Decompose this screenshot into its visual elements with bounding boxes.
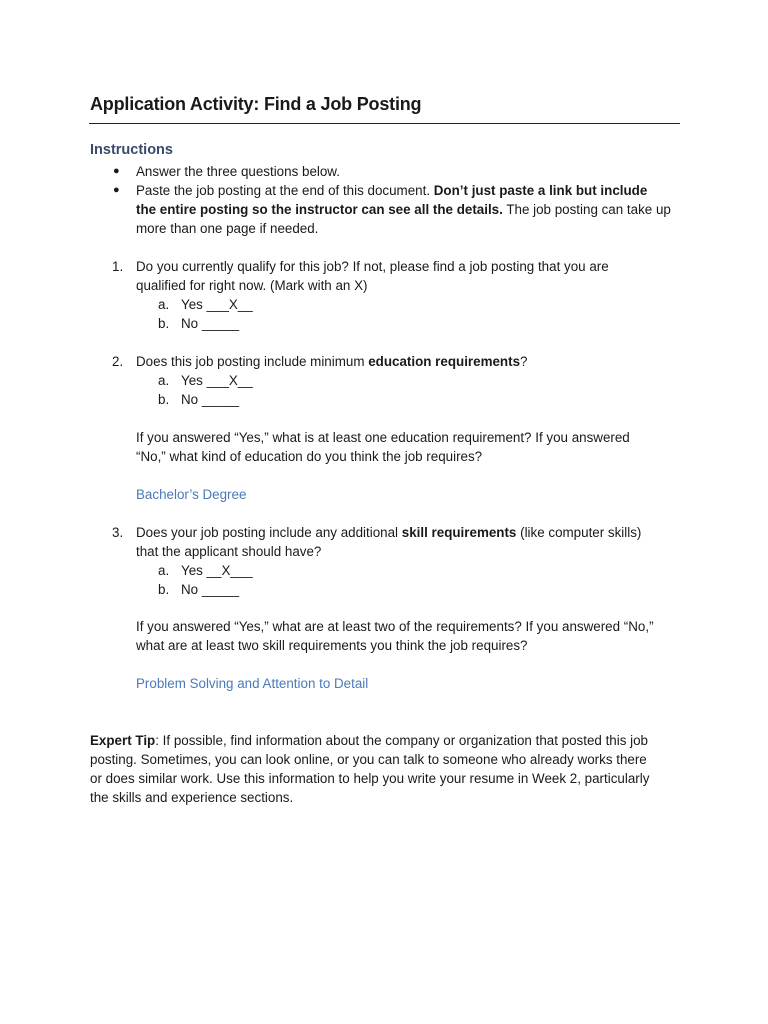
question-1-option-b-letter: b. xyxy=(158,316,170,331)
question-2-answer: Bachelor’s Degree xyxy=(136,487,247,502)
question-1-text-line-1: Do you currently qualify for this job? If not, please find a job posting that you are xyxy=(136,259,609,274)
question-3-text-line-2: that the applicant should have? xyxy=(136,544,322,559)
question-2-option-a-letter: a. xyxy=(158,373,170,388)
question-2-number: 2. xyxy=(112,354,124,369)
title-divider xyxy=(89,123,680,124)
question-2-option-b-letter: b. xyxy=(158,392,170,407)
question-3-option-b: No _____ xyxy=(181,582,240,597)
question-1-number: 1. xyxy=(112,259,124,274)
question-1-option-a: Yes ___X__ xyxy=(181,297,253,312)
bullet-icon: ● xyxy=(113,165,120,177)
expert-tip-line-1: Expert Tip: If possible, find information about the company or organization that posted this job xyxy=(90,733,649,748)
expert-tip-line-2: posting. Sometimes, you can look online, or you can talk to someone who already works there xyxy=(90,752,647,767)
question-2-option-a: Yes ___X__ xyxy=(181,373,253,388)
instruction-bullet-2-line-2: the entire posting so the instructor can see all the details. The job posting can take up xyxy=(136,202,671,217)
expert-tip-line-3: or does similar work. Use this information to help you write your resume in Week 2, particularly xyxy=(90,771,650,786)
question-2-text: Does this job posting include minimum education requirements? xyxy=(136,354,528,369)
instructions-heading: Instructions xyxy=(90,142,173,158)
question-3-answer: Problem Solving and Attention to Detail xyxy=(136,676,369,691)
question-3-option-a: Yes __X___ xyxy=(181,563,253,578)
question-3-followup-line-2: what are at least two skill requirements you think the job requires? xyxy=(136,638,528,653)
question-2-followup-line-2: “No,” what kind of education do you think the job requires? xyxy=(136,449,483,464)
question-3-option-a-letter: a. xyxy=(158,563,170,578)
instruction-bullet-2-line-3: more than one page if needed. xyxy=(136,221,319,236)
question-2-followup-line-1: If you answered “Yes,” what is at least one education requirement? If you answered xyxy=(136,430,630,445)
question-2-option-b: No _____ xyxy=(181,392,240,407)
instruction-bullet-2-line-1: Paste the job posting at the end of this document. Don’t just paste a link but include xyxy=(136,183,648,198)
bullet-icon: ● xyxy=(113,184,120,196)
question-3-option-b-letter: b. xyxy=(158,582,170,597)
question-3-text-line-1: Does your job posting include any additional skill requirements (like computer skills) xyxy=(136,525,642,540)
page-title: Application Activity: Find a Job Posting xyxy=(90,94,422,114)
question-3-number: 3. xyxy=(112,525,124,540)
instruction-bullet-1: Answer the three questions below. xyxy=(136,164,340,179)
expert-tip-line-4: the skills and experience sections. xyxy=(90,790,294,805)
question-1-option-b: No _____ xyxy=(181,316,240,331)
question-1-text-line-2: qualified for right now. (Mark with an X) xyxy=(136,278,368,293)
question-1-option-a-letter: a. xyxy=(158,297,170,312)
question-3-followup-line-1: If you answered “Yes,” what are at least two of the requirements? If you answered “No,” xyxy=(136,619,654,634)
